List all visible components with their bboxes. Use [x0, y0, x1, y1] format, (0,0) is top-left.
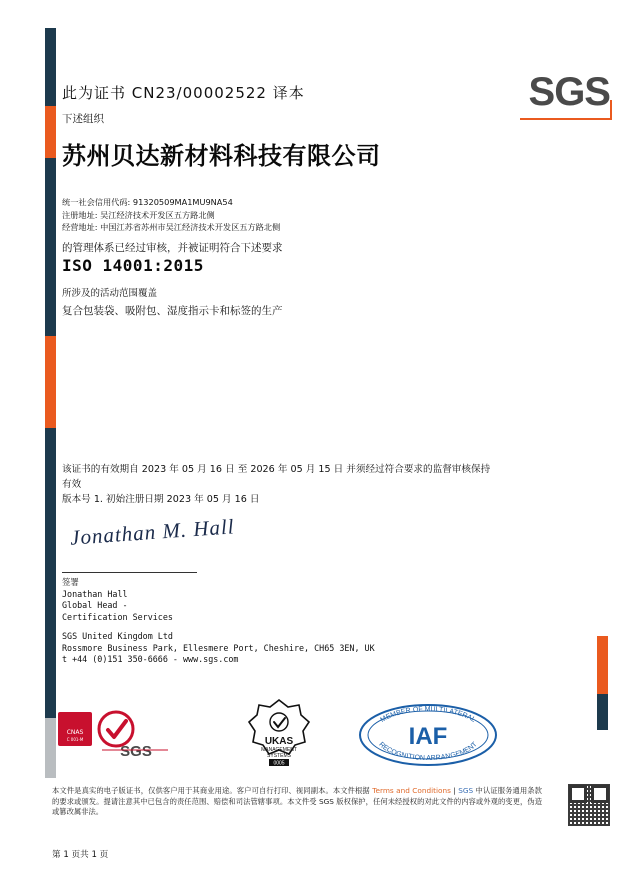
svg-text:UKAS: UKAS [264, 736, 294, 747]
decorative-bar-gray-bottom [45, 718, 56, 778]
svg-text:RECOGNITION ARRANGEMENT: RECOGNITION ARRANGEMENT [377, 741, 479, 763]
svg-text:MEMBER OF MULTILATERAL: MEMBER OF MULTILATERAL [379, 705, 477, 724]
issuer-block [62, 631, 375, 666]
sgs-logo-tick [610, 100, 612, 120]
organization-meta [62, 196, 280, 234]
audited-statement: 的管理体系已经过审核，并被证明符合下述要求 [62, 242, 283, 254]
decorative-bar-navy-lower [45, 428, 56, 718]
footer-text-2: 中认证服务通用条款的要求或颁发。提请注意其中已包含的责任范围、赔偿和司法管辖事项。本文件受 SGS 版权保护，任何未经授权的对此文件的内容或外观的变更，伪造或篡改属非法。 [52, 786, 542, 816]
ukas-mark-icon [238, 698, 320, 766]
issue-version: 版本号 1. 初始注册日期 2023 年 05 月 16 日 [62, 494, 260, 505]
terms-link[interactable]: Terms and Conditions [372, 786, 451, 795]
svg-text:SGS: SGS [120, 743, 152, 760]
accreditation-marks [58, 698, 538, 766]
scope-text: 复合包装袋、吸附包、湿度指示卡和标签的生产 [62, 305, 283, 317]
operating-address: 经营地址: 中国江苏省苏州市吴江经济技术开发区五方路北侧 [62, 222, 281, 232]
svg-text:C 001-M: C 001-M [66, 737, 84, 742]
svg-text:SYSTEMS: SYSTEMS [267, 753, 291, 759]
svg-text:IAF: IAF [408, 723, 448, 750]
issuer-address: Rossmore Business Park, Ellesmere Port, Cheshire, CH65 3EN, UK [62, 642, 375, 653]
translation-notice: 此为证书 CN23/00002522 译本 [62, 84, 305, 102]
issuer-contact: t +44 (0)151 350-6666 - www.sgs.com [62, 654, 239, 664]
decorative-bar-navy-mid [45, 158, 56, 336]
signature-rule [62, 572, 197, 573]
decorative-bar-navy-top [45, 28, 56, 106]
organization-name: 苏州贝达新材料科技有限公司 [62, 142, 381, 170]
sgs-logo-underline [520, 118, 612, 120]
signatory-block [62, 577, 173, 623]
signatory-title-line1: Global Head - [62, 600, 128, 610]
sgs-logo: SGS [528, 70, 610, 114]
validity-period: 该证书的有效期自 2023 年 05 月 16 日 至 2026 年 05 月 15 日 并须经过符合要求的监督审核保持有效 [62, 464, 491, 490]
footer-disclaimer [52, 786, 542, 818]
svg-text:CNAS: CNAS [66, 729, 84, 736]
standard-name: ISO 14001:2015 [62, 256, 204, 275]
decorative-bar-orange-mid [45, 336, 56, 428]
organization-label: 下述组织 [62, 113, 104, 125]
registered-address: 注册地址: 吴江经济技术开发区五方路北侧 [62, 209, 215, 220]
decorative-bar-right-orange [597, 636, 608, 694]
decorative-bar-right-navy [597, 694, 608, 730]
page-number: 第 1 页共 1 页 [52, 850, 109, 860]
svg-text:MANAGEMENT: MANAGEMENT [261, 747, 297, 753]
footer-text-1: 本文件是真实的电子版证书，仅供客户用于其商业用途。客户可自行打印、视同副本。本文件根据 [52, 786, 373, 795]
signatory-title-line2: Certification Services [62, 611, 173, 622]
svg-text:0005: 0005 [273, 760, 285, 766]
issuer-company: SGS United Kingdom Ltd [62, 631, 173, 641]
validity-block [62, 462, 492, 507]
sgs-link[interactable]: SGS [458, 786, 474, 795]
credit-code: 统一社会信用代码: 91320509MA1MU9NA54 [62, 197, 233, 207]
qr-code [568, 784, 610, 826]
cnas-mark-icon [58, 706, 168, 762]
decorative-bar-orange-top [45, 106, 56, 158]
scope-label: 所涉及的活动范围覆盖 [62, 288, 158, 299]
signature-mark: Jonathan M. Hall [69, 514, 236, 550]
signature-label: 签署 [62, 577, 79, 587]
footer-sep: | [450, 786, 459, 795]
signatory-name: Jonathan Hall [62, 588, 128, 599]
iaf-mark-icon [358, 704, 498, 766]
